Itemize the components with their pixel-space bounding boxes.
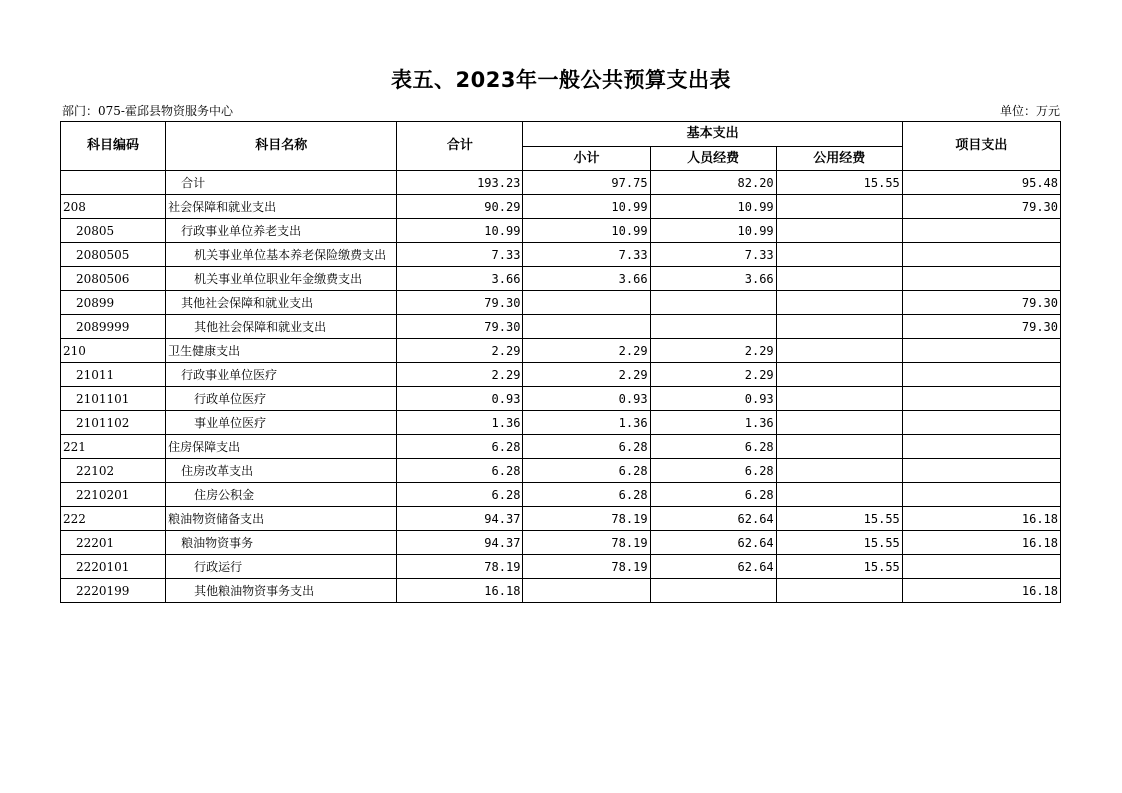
row-code: 2101102 xyxy=(61,411,166,435)
row-project: 95.48 xyxy=(902,171,1060,195)
row-personnel: 6.28 xyxy=(650,459,776,483)
header-project: 项目支出 xyxy=(902,122,1060,171)
row-public xyxy=(776,435,902,459)
table-row xyxy=(61,459,1061,483)
row-public: 15.55 xyxy=(776,171,902,195)
header-name: 科目名称 xyxy=(166,122,397,171)
row-personnel: 62.64 xyxy=(650,507,776,531)
row-total: 94.37 xyxy=(397,507,523,531)
row-code: 221 xyxy=(61,435,166,459)
row-project xyxy=(902,243,1060,267)
row-name: 机关事业单位基本养老保险缴费支出 xyxy=(166,243,397,267)
row-total: 94.37 xyxy=(397,531,523,555)
row-public xyxy=(776,219,902,243)
row-name: 其他社会保障和就业支出 xyxy=(166,291,397,315)
table-row xyxy=(61,171,1061,195)
row-public xyxy=(776,363,902,387)
budget-table xyxy=(60,121,1061,603)
row-project: 79.30 xyxy=(902,291,1060,315)
row-code: 20805 xyxy=(61,219,166,243)
row-project xyxy=(902,363,1060,387)
row-total: 79.30 xyxy=(397,291,523,315)
row-public xyxy=(776,387,902,411)
row-name: 其他社会保障和就业支出 xyxy=(166,315,397,339)
row-code: 2080505 xyxy=(61,243,166,267)
table-body xyxy=(61,171,1061,603)
header-subtotal: 小计 xyxy=(523,147,650,171)
row-personnel: 6.28 xyxy=(650,483,776,507)
row-project: 79.30 xyxy=(902,315,1060,339)
row-total: 16.18 xyxy=(397,579,523,603)
row-personnel: 10.99 xyxy=(650,219,776,243)
row-personnel: 6.28 xyxy=(650,435,776,459)
row-public: 15.55 xyxy=(776,531,902,555)
row-code xyxy=(61,171,166,195)
row-name: 合计 xyxy=(166,171,397,195)
row-total: 2.29 xyxy=(397,339,523,363)
row-public xyxy=(776,579,902,603)
row-subtotal: 7.33 xyxy=(523,243,650,267)
row-personnel: 3.66 xyxy=(650,267,776,291)
row-project xyxy=(902,483,1060,507)
row-subtotal: 78.19 xyxy=(523,555,650,579)
row-personnel: 0.93 xyxy=(650,387,776,411)
row-project xyxy=(902,459,1060,483)
row-subtotal: 3.66 xyxy=(523,267,650,291)
row-subtotal: 78.19 xyxy=(523,507,650,531)
row-personnel xyxy=(650,315,776,339)
row-code: 21011 xyxy=(61,363,166,387)
row-personnel xyxy=(650,579,776,603)
row-subtotal: 10.99 xyxy=(523,195,650,219)
row-project xyxy=(902,267,1060,291)
row-public xyxy=(776,411,902,435)
row-subtotal: 6.28 xyxy=(523,483,650,507)
row-public: 15.55 xyxy=(776,555,902,579)
row-personnel: 1.36 xyxy=(650,411,776,435)
row-name: 住房改革支出 xyxy=(166,459,397,483)
row-project xyxy=(902,387,1060,411)
row-code: 2089999 xyxy=(61,315,166,339)
row-subtotal: 78.19 xyxy=(523,531,650,555)
row-name: 事业单位医疗 xyxy=(166,411,397,435)
row-total: 2.29 xyxy=(397,363,523,387)
row-project xyxy=(902,219,1060,243)
row-project: 16.18 xyxy=(902,507,1060,531)
row-personnel: 2.29 xyxy=(650,363,776,387)
row-public xyxy=(776,483,902,507)
row-project xyxy=(902,435,1060,459)
row-public xyxy=(776,267,902,291)
row-subtotal xyxy=(523,315,650,339)
row-project: 16.18 xyxy=(902,579,1060,603)
row-total: 6.28 xyxy=(397,435,523,459)
table-row xyxy=(61,435,1061,459)
row-public xyxy=(776,459,902,483)
header-basic: 基本支出 xyxy=(523,122,902,147)
table-row xyxy=(61,195,1061,219)
row-subtotal: 6.28 xyxy=(523,435,650,459)
row-personnel xyxy=(650,291,776,315)
row-name: 卫生健康支出 xyxy=(166,339,397,363)
row-code: 20899 xyxy=(61,291,166,315)
table-row xyxy=(61,219,1061,243)
row-name: 行政单位医疗 xyxy=(166,387,397,411)
row-personnel: 7.33 xyxy=(650,243,776,267)
table-row xyxy=(61,531,1061,555)
row-code: 2220101 xyxy=(61,555,166,579)
table-row xyxy=(61,315,1061,339)
row-subtotal: 2.29 xyxy=(523,363,650,387)
table-row xyxy=(61,243,1061,267)
header-public: 公用经费 xyxy=(776,147,902,171)
table-row xyxy=(61,291,1061,315)
header-total: 合计 xyxy=(397,122,523,171)
row-subtotal: 97.75 xyxy=(523,171,650,195)
row-name: 住房公积金 xyxy=(166,483,397,507)
row-name: 粮油物资事务 xyxy=(166,531,397,555)
row-name: 机关事业单位职业年金缴费支出 xyxy=(166,267,397,291)
row-personnel: 62.64 xyxy=(650,531,776,555)
row-subtotal: 1.36 xyxy=(523,411,650,435)
row-project: 16.18 xyxy=(902,531,1060,555)
table-row xyxy=(61,579,1061,603)
row-total: 1.36 xyxy=(397,411,523,435)
row-personnel: 82.20 xyxy=(650,171,776,195)
row-name: 住房保障支出 xyxy=(166,435,397,459)
table-row xyxy=(61,483,1061,507)
row-subtotal: 10.99 xyxy=(523,219,650,243)
row-code: 22201 xyxy=(61,531,166,555)
row-code: 222 xyxy=(61,507,166,531)
row-subtotal xyxy=(523,579,650,603)
row-total: 6.28 xyxy=(397,459,523,483)
page-title: 表五、2023年一般公共预算支出表 xyxy=(391,68,731,92)
row-total: 10.99 xyxy=(397,219,523,243)
row-project: 79.30 xyxy=(902,195,1060,219)
row-total: 7.33 xyxy=(397,243,523,267)
table-row xyxy=(61,339,1061,363)
unit-label: 单位：万元 xyxy=(999,104,1060,118)
row-code: 208 xyxy=(61,195,166,219)
row-total: 3.66 xyxy=(397,267,523,291)
row-name: 社会保障和就业支出 xyxy=(166,195,397,219)
row-total: 78.19 xyxy=(397,555,523,579)
row-project xyxy=(902,555,1060,579)
row-project xyxy=(902,411,1060,435)
row-public xyxy=(776,339,902,363)
row-code: 2080506 xyxy=(61,267,166,291)
table-row xyxy=(61,507,1061,531)
row-public: 15.55 xyxy=(776,507,902,531)
row-code: 2210201 xyxy=(61,483,166,507)
row-subtotal: 6.28 xyxy=(523,459,650,483)
row-code: 2101101 xyxy=(61,387,166,411)
row-public xyxy=(776,315,902,339)
row-total: 0.93 xyxy=(397,387,523,411)
row-subtotal: 2.29 xyxy=(523,339,650,363)
row-name: 行政事业单位养老支出 xyxy=(166,219,397,243)
table-row xyxy=(61,267,1061,291)
table-row xyxy=(61,387,1061,411)
table-row xyxy=(61,555,1061,579)
row-subtotal xyxy=(523,291,650,315)
row-name: 其他粮油物资事务支出 xyxy=(166,579,397,603)
row-code: 22102 xyxy=(61,459,166,483)
row-public xyxy=(776,195,902,219)
row-total: 193.23 xyxy=(397,171,523,195)
row-personnel: 10.99 xyxy=(650,195,776,219)
row-public xyxy=(776,291,902,315)
row-subtotal: 0.93 xyxy=(523,387,650,411)
row-public xyxy=(776,243,902,267)
row-total: 6.28 xyxy=(397,483,523,507)
header-personnel: 人员经费 xyxy=(650,147,776,171)
row-code: 2220199 xyxy=(61,579,166,603)
row-personnel: 2.29 xyxy=(650,339,776,363)
row-name: 粮油物资储备支出 xyxy=(166,507,397,531)
row-personnel: 62.64 xyxy=(650,555,776,579)
department-label: 部门：075-霍邱县物资服务中心 xyxy=(62,104,233,118)
row-total: 79.30 xyxy=(397,315,523,339)
table-row xyxy=(61,411,1061,435)
row-name: 行政事业单位医疗 xyxy=(166,363,397,387)
row-code: 210 xyxy=(61,339,166,363)
table-row xyxy=(61,363,1061,387)
row-project xyxy=(902,339,1060,363)
header-code: 科目编码 xyxy=(61,122,166,171)
row-total: 90.29 xyxy=(397,195,523,219)
row-name: 行政运行 xyxy=(166,555,397,579)
